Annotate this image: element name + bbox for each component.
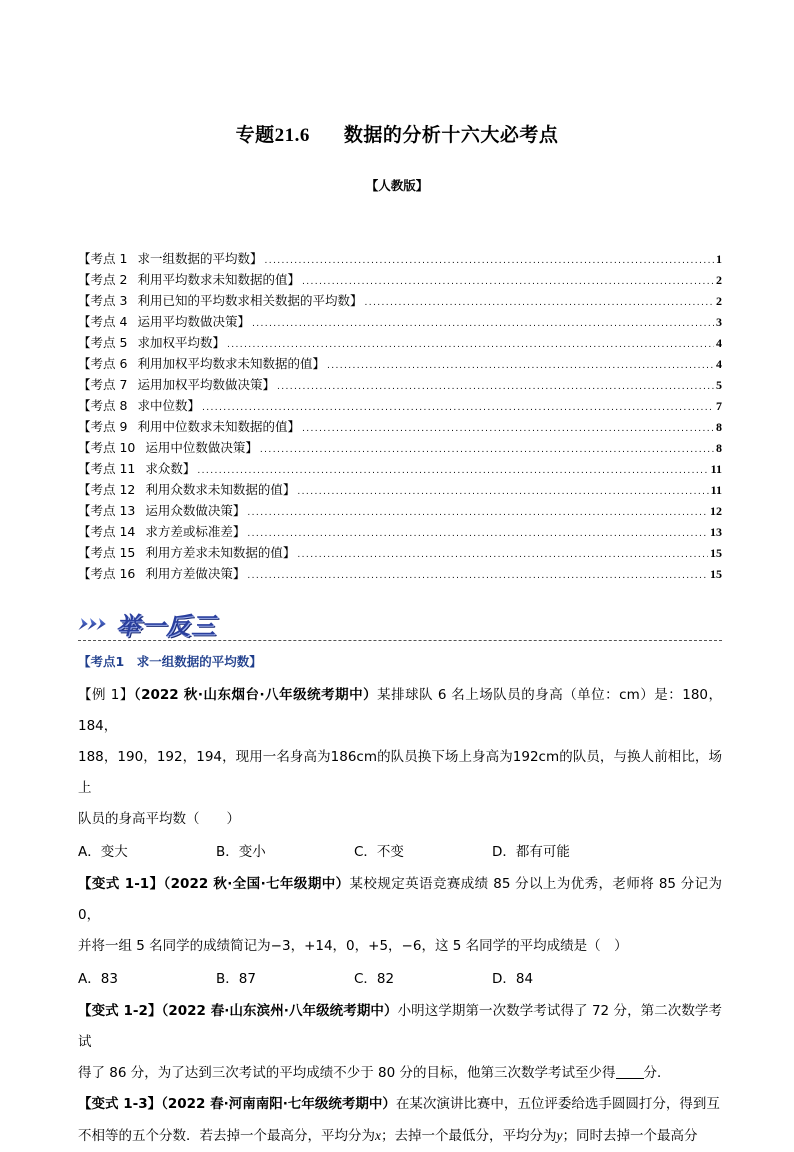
toc-item-key: 【考点 7 bbox=[78, 377, 128, 392]
toc-item-title: 利用已知的平均数求相关数据的平均数】 bbox=[137, 293, 363, 308]
toc-item[interactable] bbox=[78, 414, 722, 435]
variant-label: 【变式 1-3】 bbox=[78, 1096, 162, 1112]
toc-item-key: 【考点 12 bbox=[78, 482, 136, 497]
toc-item-page: 7 bbox=[716, 399, 722, 413]
answer-blank bbox=[616, 1064, 644, 1079]
toc-item-key: 【考点 13 bbox=[78, 503, 136, 518]
toc-item-page: 15 bbox=[710, 546, 722, 560]
example-text-line2: 188，190，192，194，现用一名身高为186cm的队员换下场上身高为192cm的队员，与换人前相比，场上 bbox=[78, 749, 722, 796]
toc-item-title: 利用方差做决策】 bbox=[145, 566, 246, 581]
toc-item-title: 求众数】 bbox=[145, 461, 196, 476]
toc-leader-dots bbox=[197, 461, 708, 475]
toc-item-page: 8 bbox=[716, 420, 722, 434]
toc-item[interactable] bbox=[78, 540, 722, 561]
example-text-line1: 某排球队 6 名上场队员的身高（单位：cm）是：180，184， bbox=[78, 687, 722, 734]
toc-item-page: 12 bbox=[710, 504, 722, 518]
toc-item-key: 【考点 5 bbox=[78, 335, 128, 350]
toc-item-key: 【考点 10 bbox=[78, 440, 136, 455]
toc-item[interactable] bbox=[78, 372, 722, 393]
toc-leader-dots bbox=[252, 314, 714, 328]
example-source: （2022 秋·山东烟台·八年级统考期中） bbox=[133, 687, 378, 703]
toc-item-key: 【考点 6 bbox=[78, 356, 128, 371]
document-title bbox=[0, 120, 794, 147]
toc-leader-dots bbox=[297, 482, 708, 496]
example-1 bbox=[78, 680, 722, 835]
toc-item-page: 2 bbox=[716, 273, 722, 287]
variant-source: （2022 春·河南南阳·七年级统考期中） bbox=[161, 1096, 396, 1112]
toc-item-page: 4 bbox=[716, 336, 722, 350]
banner-text: 举一反三 bbox=[116, 612, 216, 640]
toc-item-key: 【考点 11 bbox=[78, 461, 136, 476]
toc-item-page: 1 bbox=[716, 252, 722, 266]
title-prefix: 专题 bbox=[235, 124, 275, 146]
toc-item[interactable] bbox=[78, 330, 722, 351]
toc-item-key: 【考点 9 bbox=[78, 419, 128, 434]
toc-item-page: 15 bbox=[710, 567, 722, 581]
toc-item-key: 【考点 15 bbox=[78, 545, 136, 560]
toc-item-page: 11 bbox=[710, 483, 722, 497]
dashed-divider bbox=[78, 640, 722, 641]
example-label: 【例 1】 bbox=[78, 687, 134, 703]
toc-item-page: 2 bbox=[716, 294, 722, 308]
toc-item-title: 利用平均数求未知数据的值】 bbox=[137, 272, 300, 287]
toc-leader-dots bbox=[264, 251, 714, 265]
toc-item-title: 运用加权平均数做决策】 bbox=[137, 377, 275, 392]
toc-item[interactable] bbox=[78, 246, 722, 267]
toc-item-title: 求中位数】 bbox=[137, 398, 200, 413]
toc-item-title: 利用方差求未知数据的值】 bbox=[145, 545, 296, 560]
variant-text-line1: 小明这学期第一次数学考试得了 72 分，第二次数学考试 bbox=[78, 1003, 723, 1050]
variant-1-1 bbox=[78, 869, 722, 962]
toc-item-title: 运用众数做决策】 bbox=[145, 503, 246, 518]
toc-item-key: 【考点 8 bbox=[78, 398, 128, 413]
variant-1-1-options bbox=[78, 962, 722, 992]
toc-item[interactable] bbox=[78, 393, 722, 414]
toc-item-key: 【考点 2 bbox=[78, 272, 128, 287]
toc-item[interactable] bbox=[78, 267, 722, 288]
toc-item-title: 求加权平均数】 bbox=[137, 335, 225, 350]
toc-item[interactable] bbox=[78, 309, 722, 330]
example-1-options bbox=[78, 835, 722, 865]
toc-leader-dots bbox=[247, 503, 708, 517]
toc-leader-dots bbox=[364, 293, 714, 307]
option-b: B．87 bbox=[216, 971, 256, 987]
variant-text-line2-mid: ；去掉一个最低分，平均分为 bbox=[381, 1128, 557, 1144]
section-banner bbox=[76, 604, 276, 640]
toc-item[interactable] bbox=[78, 351, 722, 372]
variant-text-line1: 在某次演讲比赛中，五位评委给选手圆圆打分，得到互 bbox=[395, 1096, 720, 1112]
toc-item-key: 【考点 3 bbox=[78, 293, 128, 308]
toc-item-page: 8 bbox=[716, 441, 722, 455]
toc-item-title: 运用平均数做决策】 bbox=[137, 314, 250, 329]
toc-item-title: 利用中位数求未知数据的值】 bbox=[137, 419, 300, 434]
variable-x: x bbox=[375, 1128, 381, 1143]
toc-item-page: 13 bbox=[710, 525, 722, 539]
variant-1-3 bbox=[78, 1089, 722, 1152]
toc-leader-dots bbox=[327, 356, 714, 370]
variant-text-line2: 并将一组 5 名同学的成绩简记为−3，+14，0，+5，−6，这 5 名同学的平均成绩是（ ） bbox=[78, 938, 628, 954]
toc-item-key: 【考点 14 bbox=[78, 524, 136, 539]
option-c: C．82 bbox=[354, 971, 395, 987]
variant-source: （2022 秋·全国·七年级期中） bbox=[163, 876, 350, 892]
toc-leader-dots bbox=[247, 566, 708, 580]
option-d: D．84 bbox=[492, 971, 534, 987]
example-text-line3: 队员的身高平均数（ ） bbox=[78, 811, 240, 827]
content-area bbox=[78, 652, 722, 1152]
toc-item-title: 求一组数据的平均数】 bbox=[137, 251, 263, 266]
toc-item[interactable] bbox=[78, 498, 722, 519]
toc-item[interactable] bbox=[78, 519, 722, 540]
variable-y: y bbox=[556, 1128, 563, 1143]
option-a: A．83 bbox=[78, 971, 118, 987]
variant-source: （2022 春·山东滨州·八年级统考期中） bbox=[161, 1003, 398, 1019]
variant-text-line2: 不相等的五个分数．若去掉一个最高分，平均分为 bbox=[78, 1128, 375, 1144]
toc-item[interactable] bbox=[78, 288, 722, 309]
toc-item[interactable] bbox=[78, 435, 722, 456]
toc-item-title: 利用加权平均数求未知数据的值】 bbox=[137, 356, 325, 371]
table-of-contents bbox=[78, 246, 722, 582]
toc-item[interactable] bbox=[78, 456, 722, 477]
toc-leader-dots bbox=[247, 524, 708, 538]
toc-leader-dots bbox=[297, 545, 708, 559]
variant-text-line2: 得了 86 分，为了达到三次考试的平均成绩不少于 80 分的目标，他第三次数学考试至少得 bbox=[78, 1065, 616, 1081]
toc-leader-dots bbox=[202, 398, 714, 412]
toc-item[interactable] bbox=[78, 561, 722, 582]
toc-item-page: 5 bbox=[716, 378, 722, 392]
toc-item[interactable] bbox=[78, 477, 722, 498]
option-c: C．不变 bbox=[354, 844, 404, 860]
toc-item-title: 运用中位数做决策】 bbox=[145, 440, 258, 455]
variant-1-2 bbox=[78, 996, 722, 1089]
toc-item-key: 【考点 4 bbox=[78, 314, 128, 329]
toc-item-page: 11 bbox=[710, 462, 722, 476]
toc-item-title: 利用众数求未知数据的值】 bbox=[145, 482, 296, 497]
title-main: 数据的分析十六大必考点 bbox=[343, 124, 559, 146]
toc-item-page: 3 bbox=[716, 315, 722, 329]
variant-label: 【变式 1-1】 bbox=[78, 876, 164, 892]
option-b: B．变小 bbox=[216, 844, 266, 860]
title-number: 21.6 bbox=[274, 125, 310, 146]
variant-text-line1: 某校规定英语竞赛成绩 85 分以上为优秀，老师将 85 分记为 0， bbox=[78, 876, 723, 923]
toc-leader-dots bbox=[227, 335, 714, 349]
edition-label: 【人教版】 bbox=[365, 178, 429, 193]
toc-leader-dots bbox=[277, 377, 714, 391]
toc-item-title: 求方差或标准差】 bbox=[145, 524, 246, 539]
toc-leader-dots bbox=[260, 440, 714, 454]
section-heading: 【考点1 求一组数据的平均数】 bbox=[78, 654, 262, 669]
option-a: A．变大 bbox=[78, 844, 128, 860]
toc-item-page: 4 bbox=[716, 357, 722, 371]
option-d: D．都有可能 bbox=[492, 844, 570, 860]
toc-leader-dots bbox=[302, 272, 714, 286]
toc-item-key: 【考点 16 bbox=[78, 566, 136, 581]
variant-text-line2-end: 分． bbox=[643, 1065, 671, 1081]
toc-leader-dots bbox=[302, 419, 714, 433]
variant-text-line2-end: ；同时去掉一个最高分 bbox=[562, 1128, 698, 1144]
variant-label: 【变式 1-2】 bbox=[78, 1003, 162, 1019]
toc-item-key: 【考点 1 bbox=[78, 251, 128, 266]
